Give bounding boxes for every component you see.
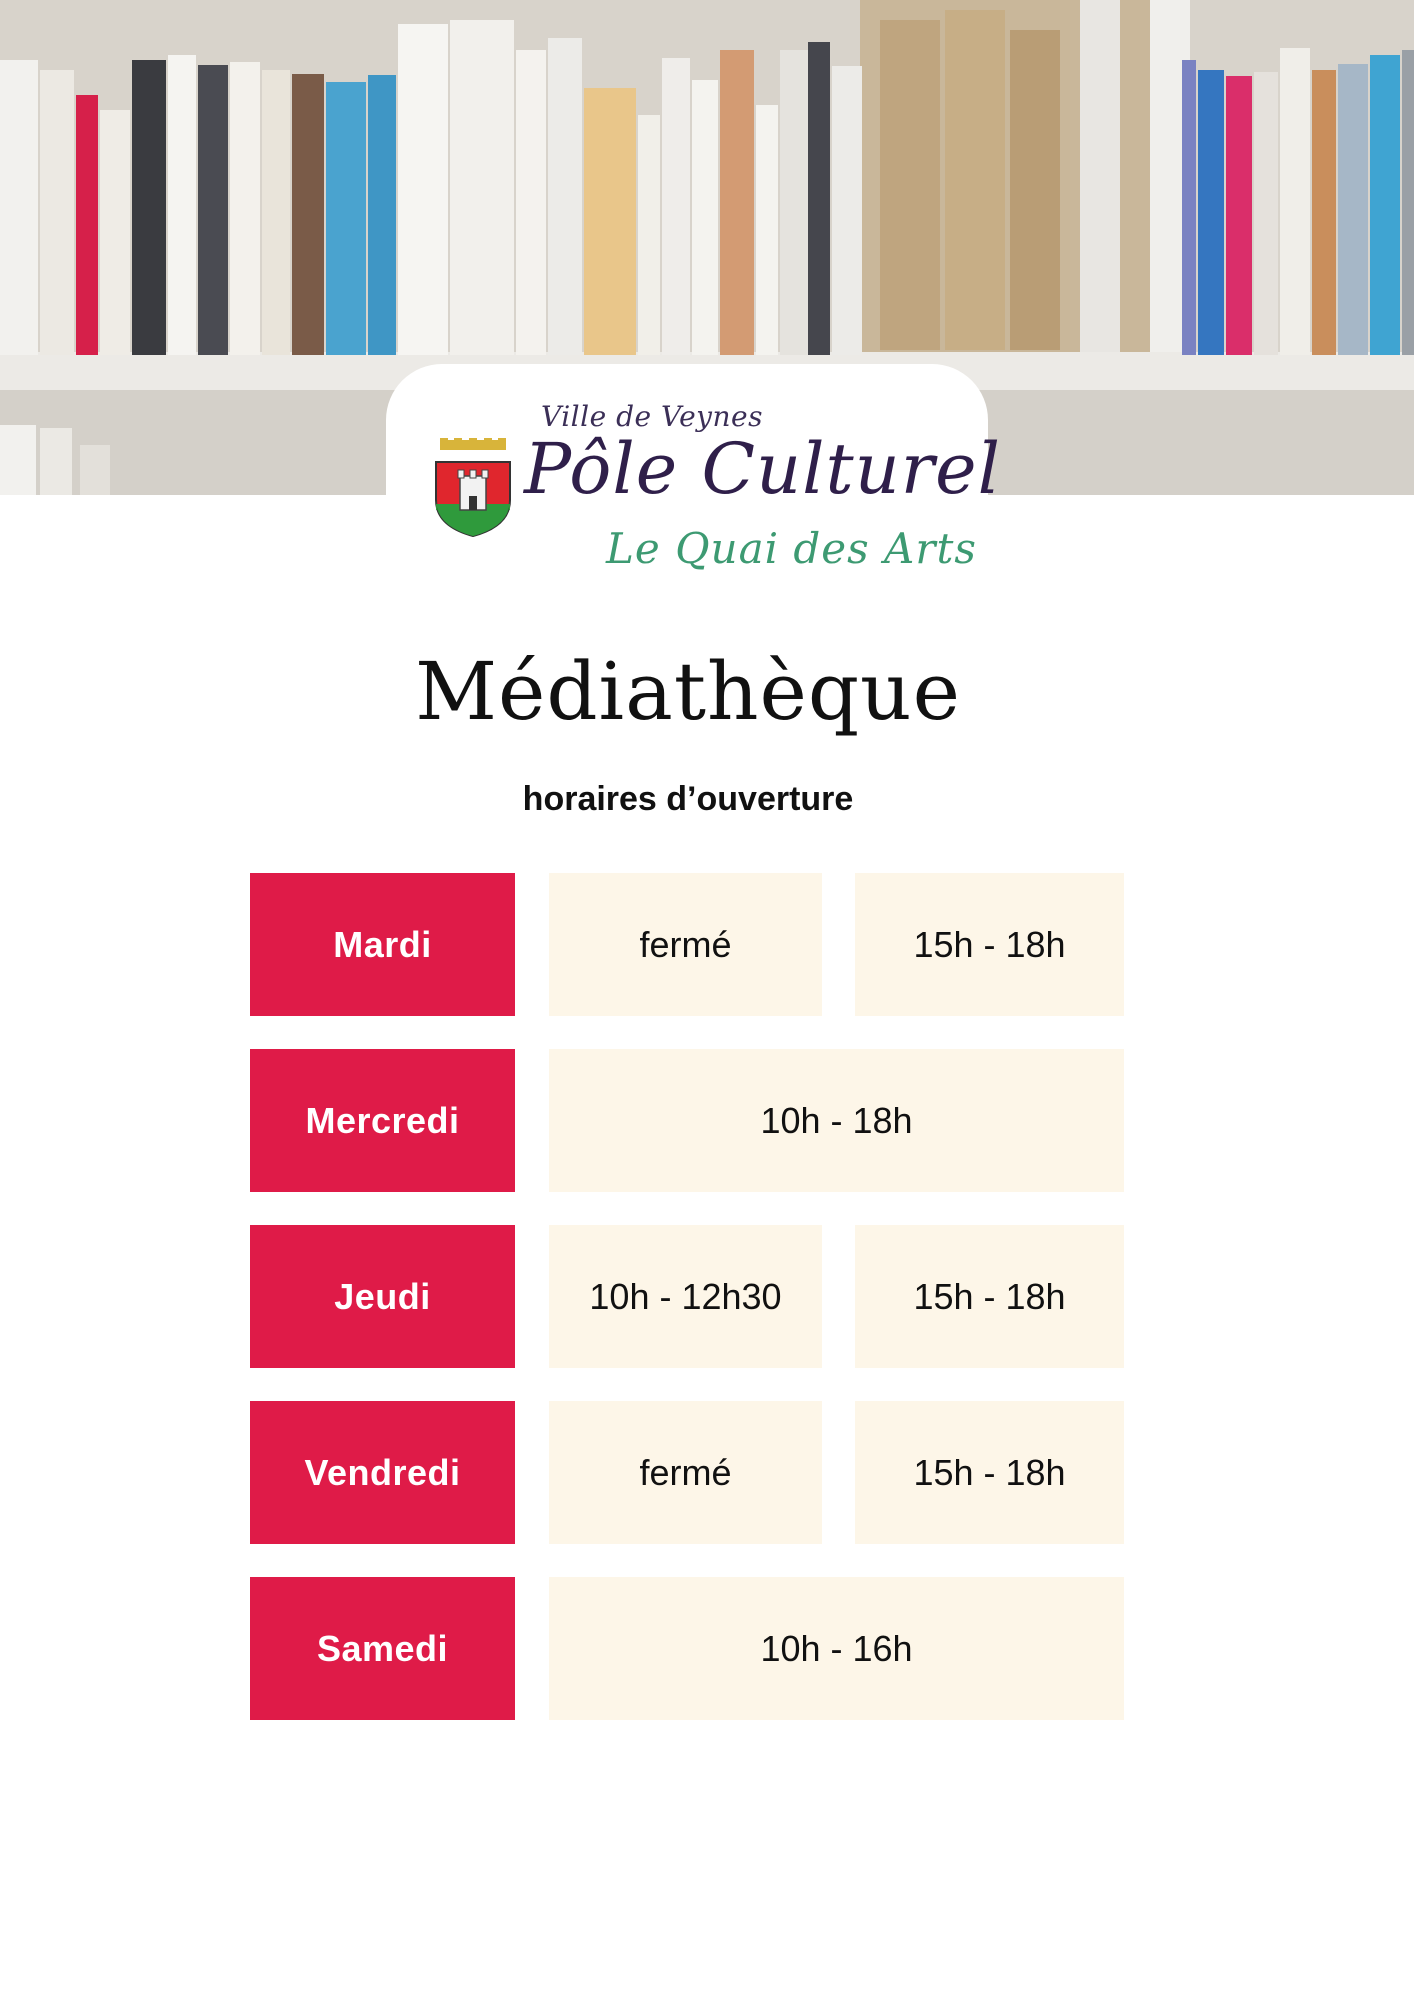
full-day-hours: 10h - 16h bbox=[549, 1577, 1124, 1720]
town-crest-icon bbox=[432, 438, 514, 538]
morning-hours: fermé bbox=[549, 873, 822, 1016]
afternoon-hours: 15h - 18h bbox=[855, 873, 1124, 1016]
schedule-row-mercredi bbox=[250, 1049, 1124, 1192]
day-label: Samedi bbox=[250, 1577, 515, 1720]
logo-card bbox=[386, 364, 1001, 604]
schedule-row-jeudi bbox=[250, 1225, 1124, 1368]
logo-pole-culturel: Pôle Culturel bbox=[524, 428, 1001, 510]
day-label: Vendredi bbox=[250, 1401, 515, 1544]
logo-quai-des-arts: Le Quai des Arts bbox=[606, 524, 977, 573]
page-title: Médiathèque bbox=[415, 645, 961, 738]
day-label: Mercredi bbox=[250, 1049, 515, 1192]
logo-town-name: Ville de Veynes bbox=[541, 400, 763, 433]
schedule-row-mardi bbox=[250, 873, 1124, 1016]
morning-hours: fermé bbox=[549, 1401, 822, 1544]
day-label: Jeudi bbox=[250, 1225, 515, 1368]
afternoon-hours: 15h - 18h bbox=[855, 1401, 1124, 1544]
full-day-hours: 10h - 18h bbox=[549, 1049, 1124, 1192]
page-subtitle: horaires d’ouverture bbox=[522, 780, 854, 818]
morning-hours: 10h - 12h30 bbox=[549, 1225, 822, 1368]
schedule-row-samedi bbox=[250, 1577, 1124, 1720]
afternoon-hours: 15h - 18h bbox=[855, 1225, 1124, 1368]
day-label: Mardi bbox=[250, 873, 515, 1016]
schedule-row-vendredi bbox=[250, 1401, 1124, 1544]
